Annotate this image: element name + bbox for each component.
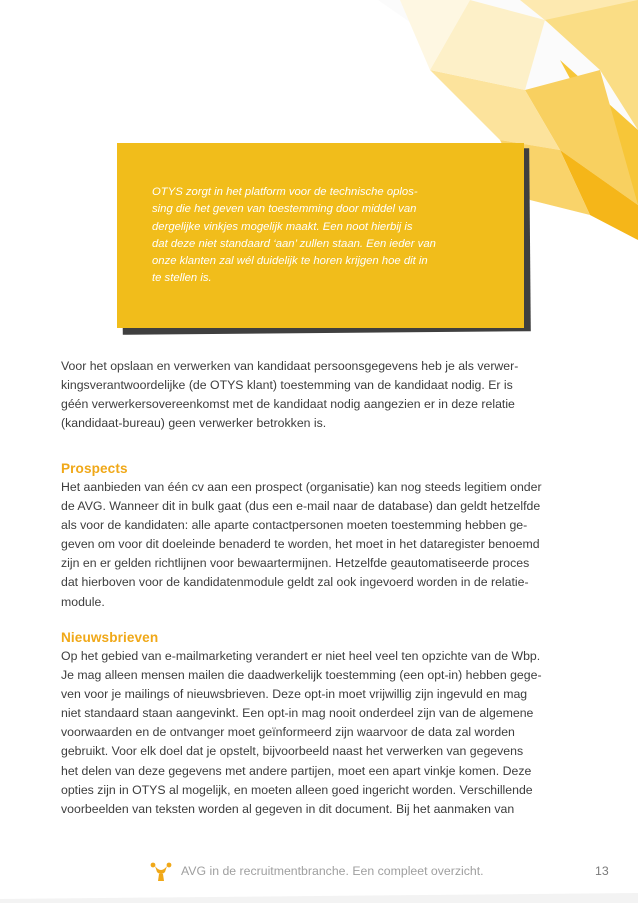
newsletters-paragraph	[61, 647, 581, 819]
text-line: voorbeelden van teksten worden al gegeven in dit document. Bij het aanmaken van	[61, 801, 515, 816]
text-line: zijn en er gelden richtlijnen voor bewaartermijnen. Hetzelfde geautomatiseerde proces	[61, 556, 530, 571]
text-line: dat hierboven voor de kandidatenmodule geldt zal ook ingevoerd worden in de relatie-	[61, 575, 529, 590]
page-number: 13	[595, 864, 609, 878]
text-line: de AVG. Wanneer dit in bulk gaat (dus een e-mail naar de database) dan geldt hetzelfde	[61, 499, 541, 514]
text-line: (kandidaat-bureau) geen verwerker betrokken is.	[61, 416, 327, 431]
prospects-section	[61, 459, 581, 612]
prospects-paragraph	[61, 478, 581, 612]
callout-line: te stellen is.	[152, 272, 212, 285]
text-line: Voor het opslaan en verwerken van kandidaat persoonsgegevens heb je als verwer-	[61, 359, 519, 373]
intro-section	[61, 357, 581, 433]
text-line: gebruikt. Voor elk doel dat je opstelt, bijvoorbeeld naast het verwerken van gegevens	[61, 744, 524, 759]
text-line: niet standaard staan aangevinkt. Een opt-in mag nooit onderdeel zijn van de algemene	[61, 706, 534, 721]
text-line: als voor de kandidaten: alle aparte contactpersonen moeten toestemming hebben ge-	[61, 518, 528, 533]
text-line: het delen van deze gegevens met andere partijen, moet een apart vinkje komen. Deze	[61, 763, 532, 778]
text-line: Je mag alleen mensen mailen die daadwerkelijk toestemming (een opt-in) hebben gege-	[61, 668, 542, 683]
text-line: module.	[61, 594, 105, 609]
prospects-heading: Prospects	[61, 461, 128, 476]
callout-line: OTYS zorgt in het platform voor de technische oplos-	[152, 186, 418, 198]
callout-line: dergelijke vinkjes mogelijk maakt. Een noot hierbij is	[152, 220, 413, 233]
callout-line: dat deze niet standaard ‘aan’ zullen staan. Een ieder van	[152, 237, 436, 250]
otys-figure-icon	[150, 862, 172, 882]
intro-paragraph	[61, 357, 581, 433]
text-line: opties zijn in OTYS al mogelijk, en moeten alleen goed ingericht worden. Verschillende	[61, 782, 533, 797]
footer-title: AVG in de recruitmentbranche. Een compleet overzicht.	[181, 864, 484, 878]
newsletters-heading: Nieuwsbrieven	[61, 630, 159, 645]
text-line: ven voor je mailings of nieuwsbrieven. Deze opt-in moet vrijwillig zijn ingevuld en mag	[61, 687, 528, 702]
text-line: Het aanbieden van één cv aan een prospect (organisatie) kan nog steeds legitiem onder	[61, 480, 542, 494]
footer-decoration	[0, 891, 638, 903]
newsletters-section	[61, 628, 581, 819]
text-line: voorwaarden en de ontvanger moet geïnformeerd zijn waarvoor de data zal worden	[61, 725, 515, 740]
text-line: Op het gebied van e-mailmarketing verandert er niet heel veel ten opzichte van de Wbp.	[61, 649, 541, 663]
text-line: géén verwerkersovereenkomst met de kandidaat nodig aangezien er in deze relatie	[61, 397, 515, 412]
callout-line: onze klanten zal wél duidelijk te horen krijgen hoe dit in	[152, 255, 428, 268]
text-line: geven om voor dit doeleinde benaderd te worden, het moet in het dataregister benoemd	[61, 537, 540, 552]
text-line: kingsverantwoordelijke (de OTYS klant) toestemming van de kandidaat nodig. Er is	[61, 378, 513, 393]
callout-line: sing die het geven van toestemming door middel van	[152, 203, 417, 216]
callout-text	[152, 184, 492, 288]
